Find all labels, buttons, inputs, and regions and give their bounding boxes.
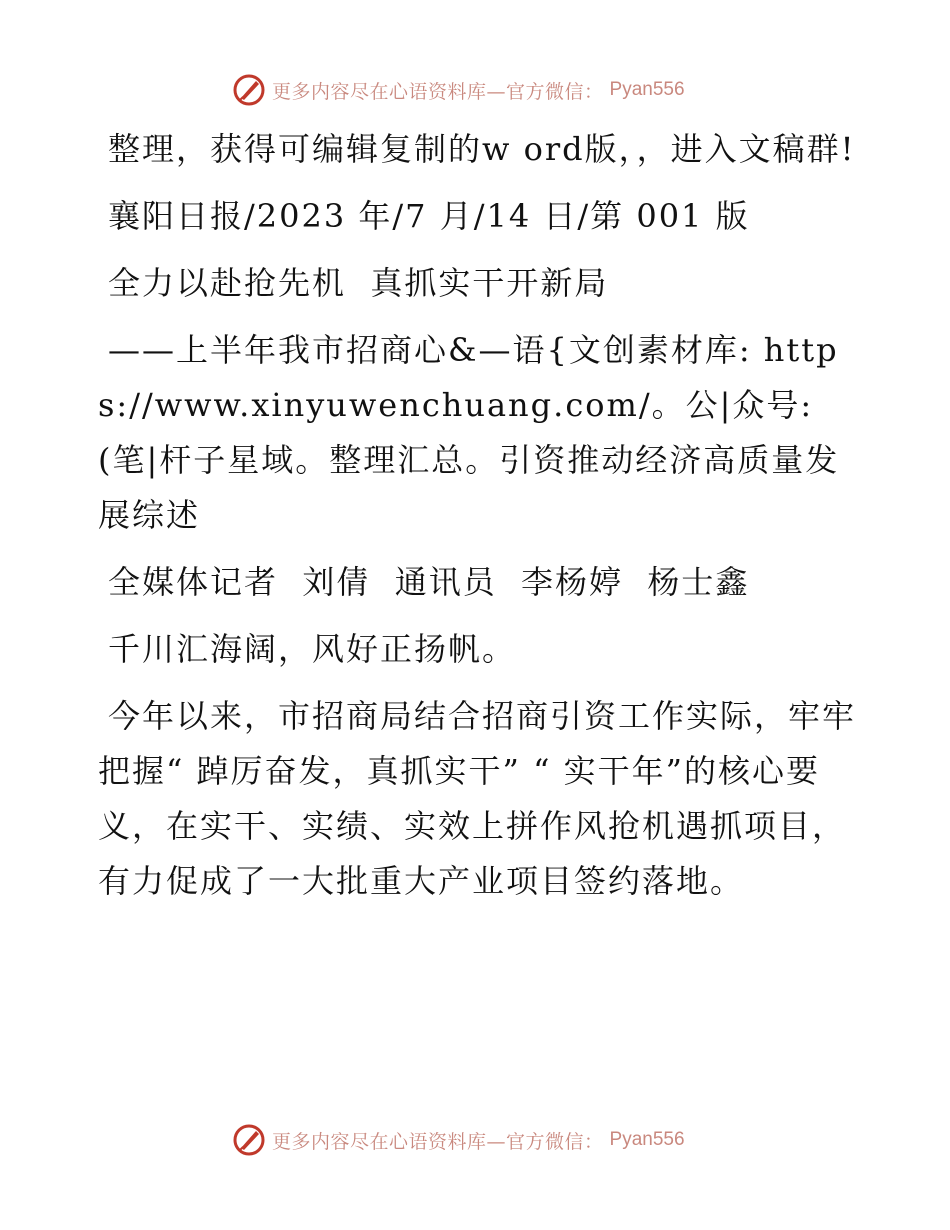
footer-banner <box>232 1122 685 1158</box>
article-subheadline: ——上半年我市招商心&—语{文创素材库: https://www.xinyuwenchuang.com/。公|众号: (笔|杆子星域。整理汇总。引资推动经济高质量发展综述 <box>98 331 840 534</box>
article-body <box>98 122 858 923</box>
footer-banner-handle: Pyan556 <box>609 1129 685 1150</box>
header-banner-text: 更多内容尽在心语资料库—官方微信： <box>272 80 604 103</box>
source-line: 襄阳日报/2023 年/7 月/14 日/第 001 版 <box>108 197 750 235</box>
quill-seal-logo-icon <box>232 73 266 107</box>
article-headline: 全力以赴抢先机 真抓实干开新局 <box>108 264 609 302</box>
footer-banner-text: 更多内容尽在心语资料库—官方微信： <box>272 1130 604 1153</box>
quill-seal-logo-icon <box>232 1123 266 1157</box>
header-banner <box>232 72 685 108</box>
byline: 全媒体记者 刘倩 通讯员 李杨婷 杨士鑫 <box>108 563 750 601</box>
header-banner-handle: Pyan556 <box>609 79 685 100</box>
lead-sentence: 千川汇海阔，风好正扬帆。 <box>108 630 517 668</box>
paragraph-1: 今年以来，市招商局结合招商引资工作实际，牢牢把握“ 踔厉奋发，真抓实干” “ 实干年”的核心要义，在实干、实绩、实效上拼作风抢机遇抓项目，有力促成了一大批重大产业项目签约落地。 <box>98 697 857 900</box>
intro-note: 整理，获得可编辑复制的w ord版，，进入文稿群! <box>108 130 856 168</box>
